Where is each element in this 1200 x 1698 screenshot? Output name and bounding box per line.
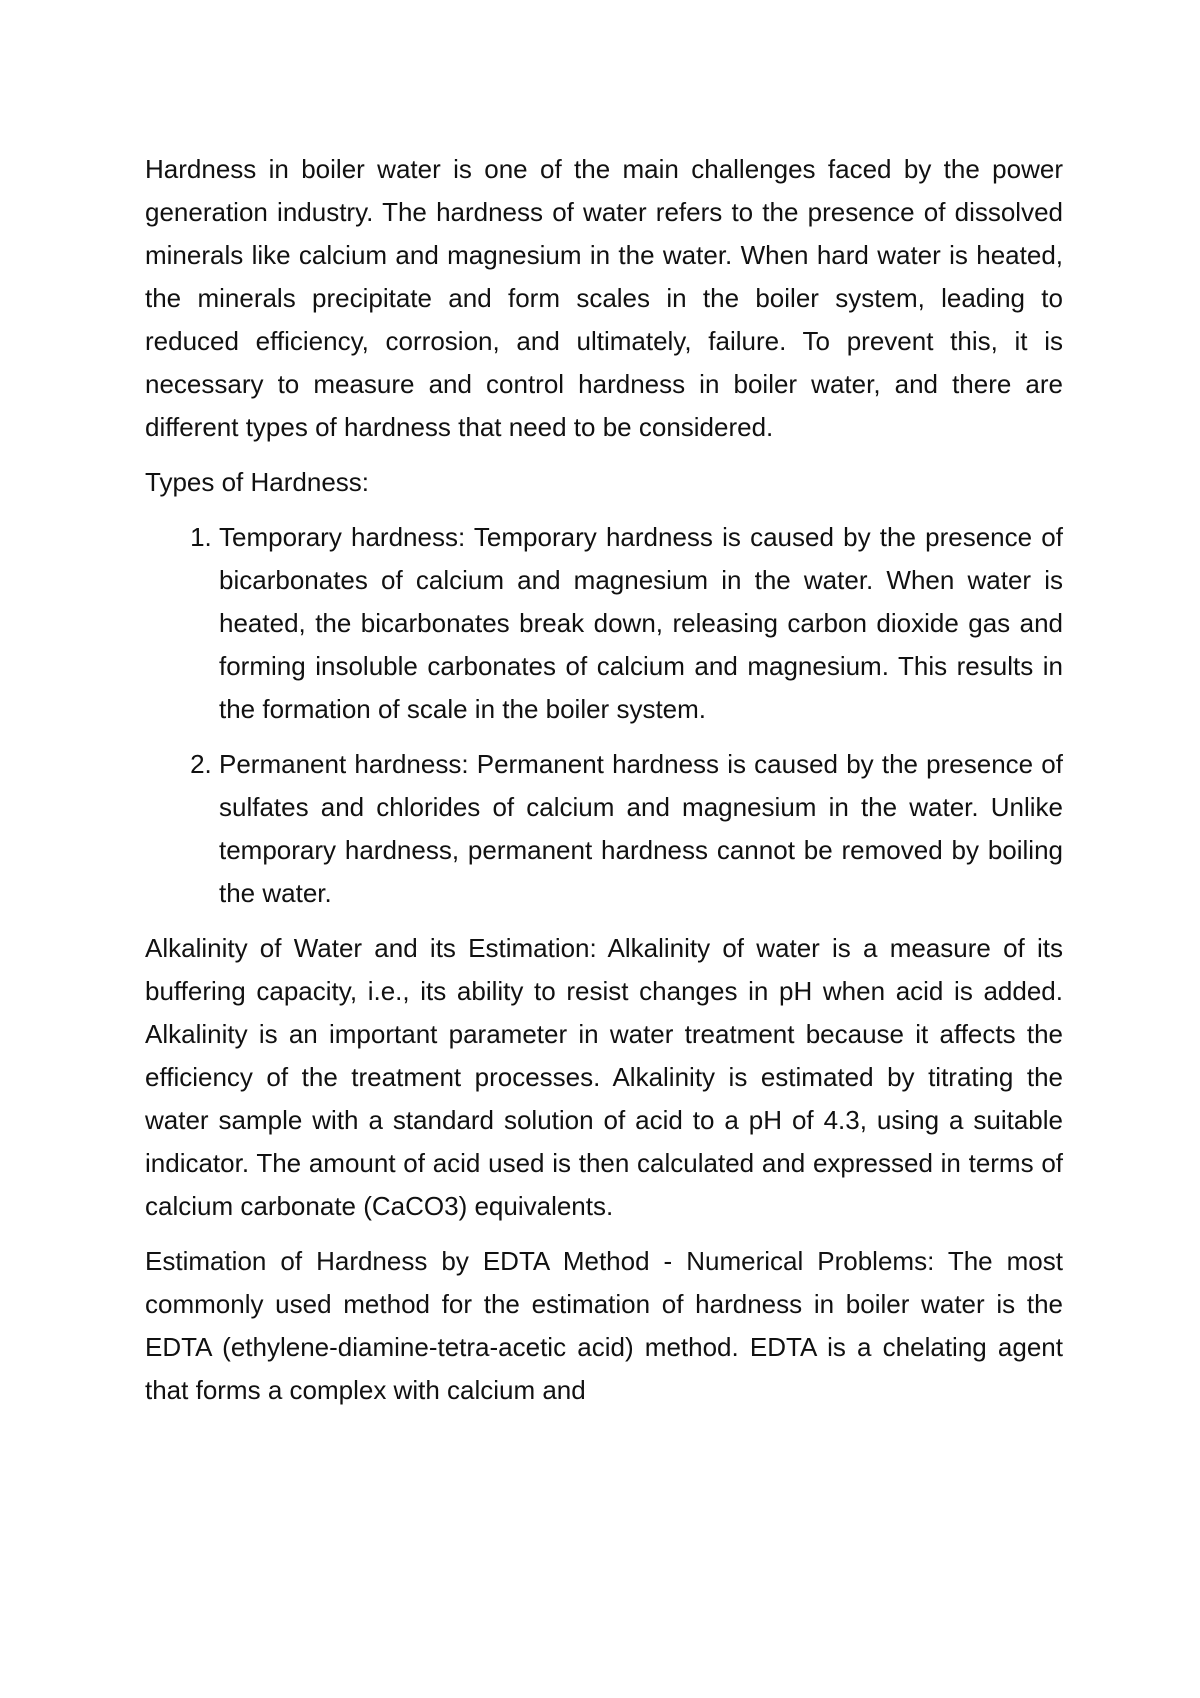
- edta-paragraph: Estimation of Hardness by EDTA Method - Numerical Problems: The most commonly used method for the estimation of hardness in boiler water is the EDTA (ethylene-diamine-tetra-acetic acid) method. EDTA is a chelating agent that forms a complex with calcium and: [145, 1246, 1063, 1405]
- types-heading: Types of Hardness:: [145, 467, 369, 497]
- alkalinity-paragraph: Alkalinity of Water and its Estimation: Alkalinity of water is a measure of its buffering capacity, i.e., its ability to resist changes in pH when acid is added. Alkalinity is an important parameter in water treatment because it affects the efficiency of the treatment processes. Alkalinity is estimated by titrating the water sample with a standard solution of acid to a pH of 4.3, using a suitable indicator. The amount of acid used is then calculated and expressed in terms of calcium carbonate (CaCO3) equivalents.: [145, 933, 1063, 1221]
- intro-paragraph: Hardness in boiler water is one of the main challenges faced by the power generation industry. The hardness of water refers to the presence of dissolved minerals like calcium and magnesium in the water. When hard water is heated, the minerals precipitate and form scales in the boiler system, leading to reduced efficiency, corrosion, and ultimately, failure. To prevent this, it is necessary to measure and control hardness in boiler water, and there are different types of hardness that need to be considered.: [145, 154, 1063, 442]
- list-item-temporary-hardness: 1. Temporary hardness: Temporary hardness is caused by the presence of bicarbonates of calcium and magnesium in the water. When water is heated, the bicarbonates break down, releasing carbon dioxide gas and forming insoluble carbonates of calcium and magnesium. This results in the formation of scale in the boiler system.: [219, 516, 1063, 731]
- list-item-permanent-hardness: 2. Permanent hardness: Permanent hardness is caused by the presence of sulfates and chlorides of calcium and magnesium in the water. Unlike temporary hardness, permanent hardness cannot be removed by boiling the water.: [219, 743, 1063, 915]
- hardness-types-list: [145, 516, 1063, 915]
- document-body: [145, 148, 1063, 1424]
